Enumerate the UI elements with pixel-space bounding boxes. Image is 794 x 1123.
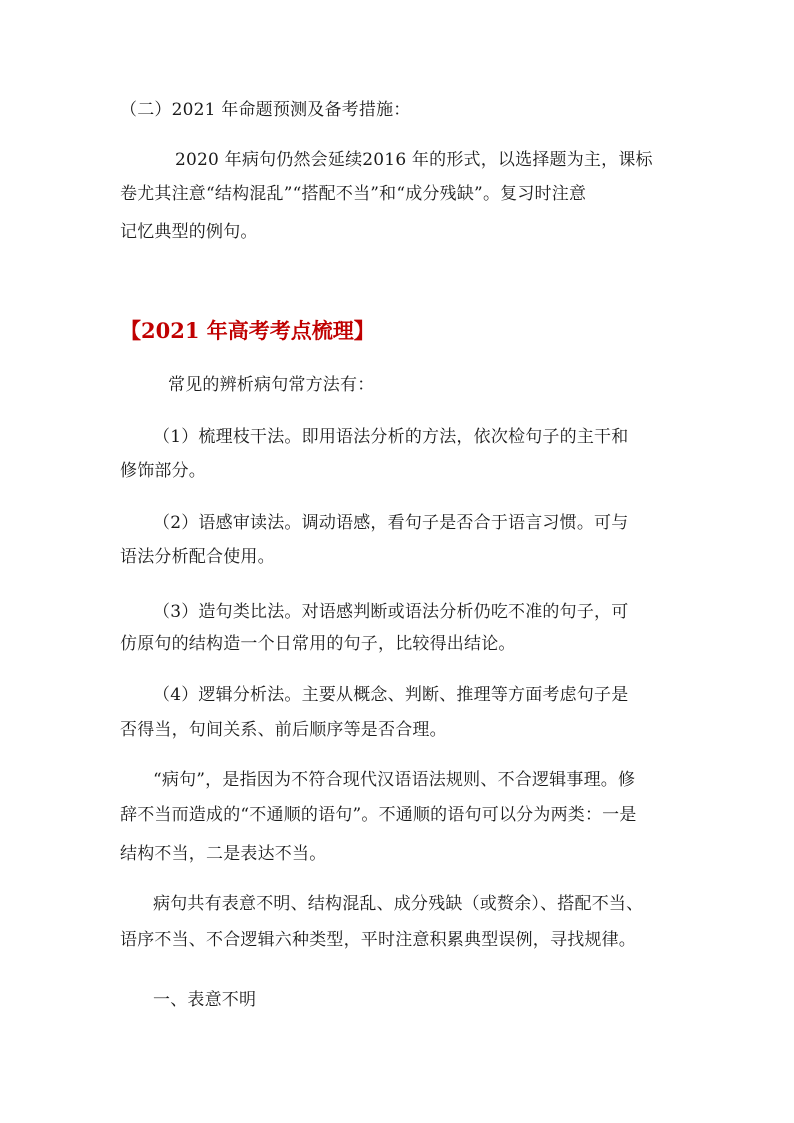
types-line: 病句共有表意不明、结构混乱、成分残缺（或赘余）、搭配不当、 <box>153 894 644 914</box>
method-line: （3）造句类比法。对语感判断或语法分析仍吃不准的句子，可 <box>153 602 629 622</box>
method-line: 语法分析配合使用。 <box>120 547 275 567</box>
methods-intro: 常见的辨析病句常方法有： <box>168 375 375 395</box>
subsection-title: 一、表意不明 <box>153 990 257 1010</box>
method-line: （1）梳理枝干法。即用语法分析的方法，依次检句子的主干和 <box>153 427 629 447</box>
method-line: 否得当，句间关系、前后顺序等是否合理。 <box>120 720 447 740</box>
definition-line: 结构不当，二是表达不当。 <box>120 844 327 864</box>
method-line: 仿原句的结构造一个日常用的句子，比较得出结论。 <box>120 634 516 654</box>
prediction-line: 2020 年病句仍然会延续2016 年的形式，以选择题为主，课标 <box>175 150 653 170</box>
outline-heading: 【2021 年高考考点梳理】 <box>120 318 375 343</box>
method-line: （2）语感审读法。调动语感，看句子是否合于语言习惯。可与 <box>153 513 629 533</box>
definition-line: 辞不当而造成的“不通顺的语句”。不通顺的语句可以分为两类：一是 <box>120 805 637 825</box>
prediction-line: 记忆典型的例句。 <box>120 222 258 242</box>
prediction-line: 卷尤其注意“结构混乱”“搭配不当”和“成分残缺”。复习时注意 <box>120 184 587 204</box>
types-line: 语序不当、不合逻辑六种类型，平时注意积累典型误例，寻找规律。 <box>120 930 636 950</box>
definition-line: “病句”，是指因为不符合现代汉语语法规则、不合逻辑事理。修 <box>153 770 636 790</box>
method-line: 修饰部分。 <box>120 461 206 481</box>
method-line: （4）逻辑分析法。主要从概念、判断、推理等方面考虑句子是 <box>153 685 629 705</box>
section-title: （二）2021 年命题预测及备考措施： <box>120 100 411 120</box>
